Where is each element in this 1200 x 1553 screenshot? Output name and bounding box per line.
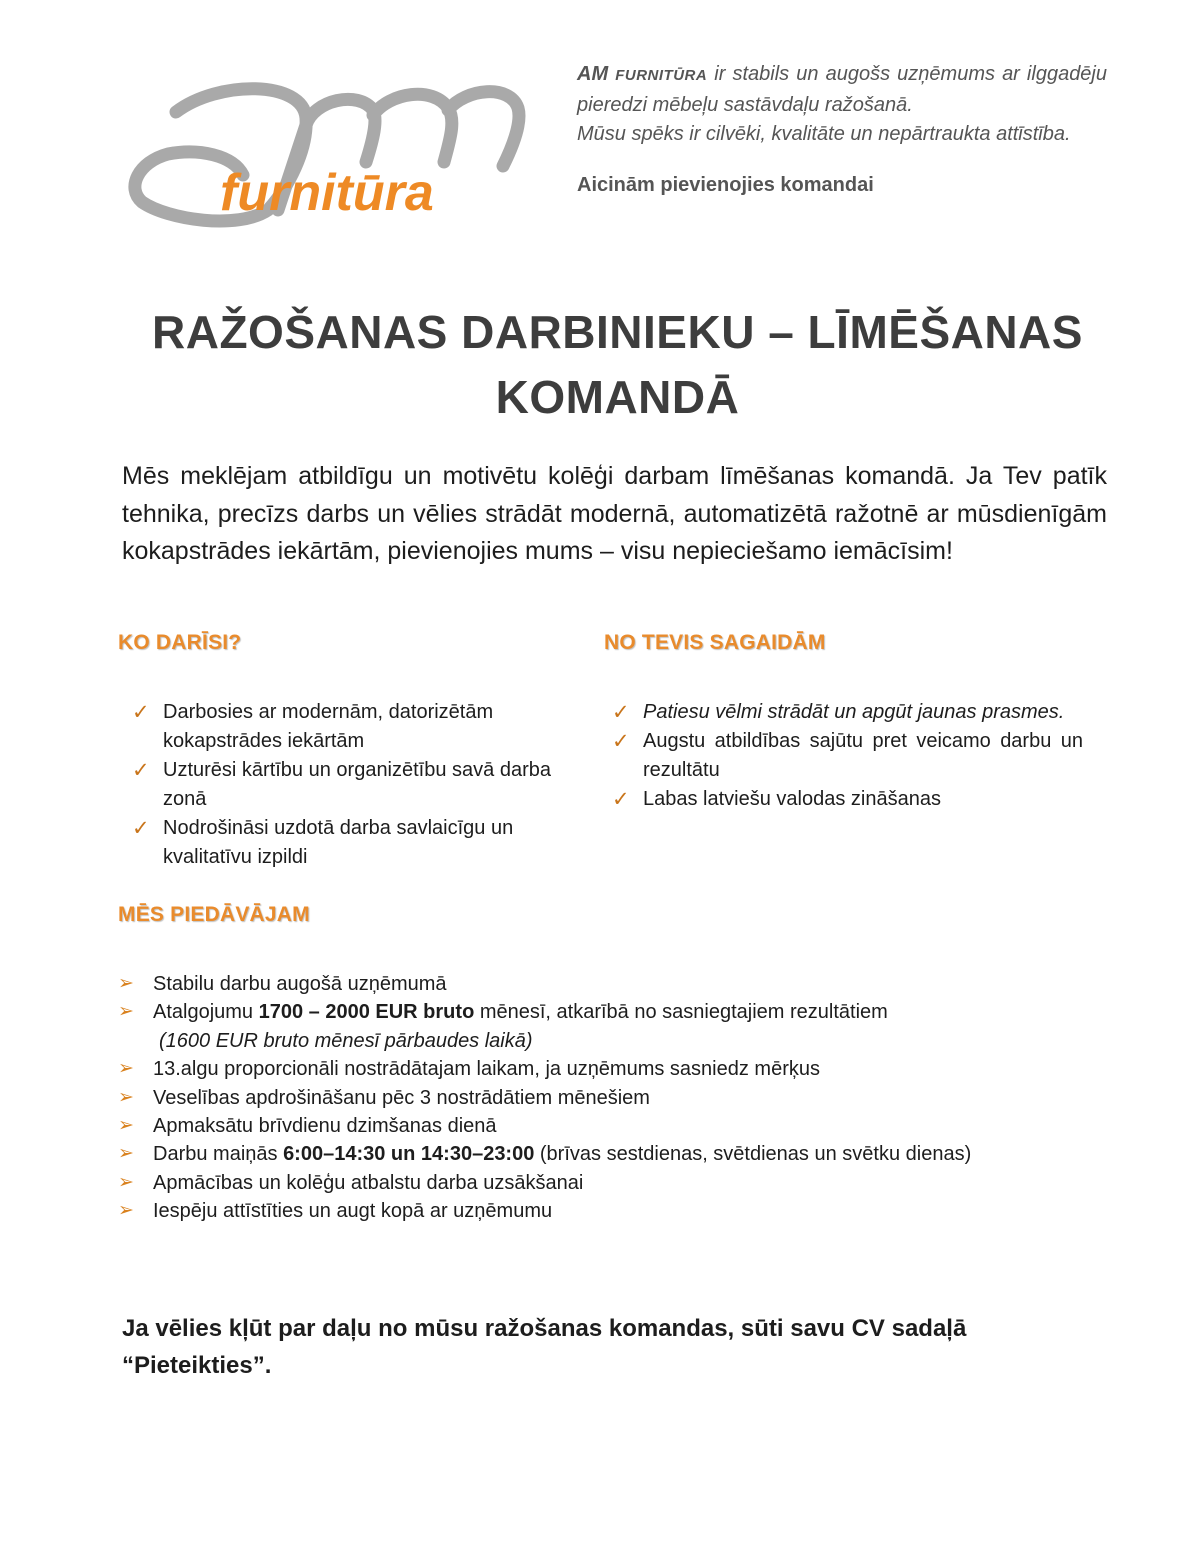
arrow-icon: ➢	[118, 1058, 134, 1080]
arrow-icon: ➢	[118, 1001, 134, 1023]
check-icon: ✓	[132, 701, 150, 724]
brand-furnitura: FURNITŪRA	[615, 67, 708, 84]
brand-am: AM	[577, 63, 609, 85]
list-item: ➢ Apmācības un kolēģu atbalstu darba uzsākšanai	[118, 1169, 1118, 1197]
duties-list	[126, 698, 571, 872]
arrow-icon: ➢	[118, 973, 134, 994]
list-item: ✓ Augstu atbildības sajūtu pret veicamo darbu un rezultātu	[606, 727, 1083, 785]
list-item: ➢ 13.algu proporcionāli nostrādātajam laikam, ja uzņēmums sasniedz mērķus	[118, 1055, 1118, 1083]
list-item: ➢ Apmaksātu brīvdienu dzimšanas dienā	[118, 1112, 1118, 1140]
list-item: ➢ Stabilu darbu augošā uzņēmumā	[118, 970, 1118, 998]
check-icon: ✓	[132, 817, 150, 840]
check-icon: ✓	[612, 788, 630, 811]
arrow-icon: ➢	[118, 1171, 134, 1193]
arrow-icon: ➢	[118, 1115, 134, 1137]
salary-range: 1700 – 2000 EUR bruto	[258, 1001, 475, 1024]
company-intro	[577, 60, 1107, 200]
shift-times: 6:00–14:30 un 14:30–23:00	[283, 1143, 535, 1166]
intro-line2: Mūsu spēks ir cilvēki, kvalitāte un nepārtraukta attīstība.	[577, 123, 1071, 145]
arrow-icon: ➢	[118, 1143, 134, 1165]
list-item-shifts: ➢ Darbu maiņās 6:00–14:30 un 14:30–23:00 (brīvas sestdienas, svētdienas un svētku dienas)	[118, 1140, 1118, 1168]
list-item: ✓ Labas latviešu valodas zināšanas	[606, 785, 1083, 814]
list-item-salary: ➢ Atalgojumu 1700 – 2000 EUR bruto mēnesī, atkarībā no sasniegtajiem rezultātiem (1600 EUR bruto mēnesī pārbaudes laikā)	[118, 998, 1118, 1055]
list-item: ✓ Patiesu vēlmi strādāt un apgūt jaunas prasmes.	[606, 698, 1083, 727]
lead-paragraph: Mēs meklējam atbildīgu un motivētu kolēģi darbam līmēšanas komandā. Ja Tev patīk tehnika, precīzs darbs un vēlies strādāt modernā, automatizētā ražotnē ar mūsdienīgām kokapstrādes iekārtām, pievienojies mums – visu nepieciešamo iemācīsim!	[122, 462, 1107, 565]
check-icon: ✓	[612, 730, 630, 753]
arrow-icon: ➢	[118, 1086, 134, 1108]
closing-call-to-action: Ja vēlies kļūt par daļu no mūsu ražošanas komandas, sūti savu CV sadaļā “Pieteikties”.	[122, 1315, 967, 1379]
expectations-heading: NO TEVIS SAGAIDĀM	[604, 631, 826, 654]
probation-salary: (1600 EUR bruto mēnesī pārbaudes laikā)	[159, 1029, 533, 1052]
list-item: ➢ Veselības apdrošināšanu pēc 3 nostrādātiem mēnešiem	[118, 1084, 1118, 1112]
intro-line1	[577, 60, 1107, 120]
list-item: ➢ Iespēju attīstīties un augt kopā ar uzņēmumu	[118, 1197, 1118, 1225]
expectations-list	[606, 698, 1083, 814]
offer-heading: MĒS PIEDĀVĀJAM	[118, 903, 310, 926]
arrow-icon: ➢	[118, 1200, 134, 1222]
company-logo	[128, 70, 528, 245]
logo-wordmark: furnitūra	[220, 164, 434, 222]
intro-invite: Aicinām pievienojies komandai	[577, 173, 874, 196]
list-item: ✓ Uzturēsi kārtību un organizētību savā darba zonā	[126, 756, 571, 814]
check-icon: ✓	[612, 701, 630, 724]
list-item: ✓ Nodrošināsi uzdotā darba savlaicīgu un kvalitatīvu izpildi	[126, 814, 571, 872]
list-item: ✓ Darbosies ar modernām, datorizētām kokapstrādes iekārtām	[126, 698, 571, 756]
page-title: RAŽOŠANAS DARBINIEKU – LĪMĒŠANAS KOMANDĀ	[152, 306, 1083, 423]
offer-list	[118, 970, 1118, 1226]
check-icon: ✓	[132, 759, 150, 782]
duties-heading: KO DARĪSI?	[118, 631, 242, 654]
intro-line1-text: ir stabils un augošs uzņēmums ar ilggadēju pieredzi mēbeļu sastāvdaļu ražošanā.	[577, 63, 1107, 116]
